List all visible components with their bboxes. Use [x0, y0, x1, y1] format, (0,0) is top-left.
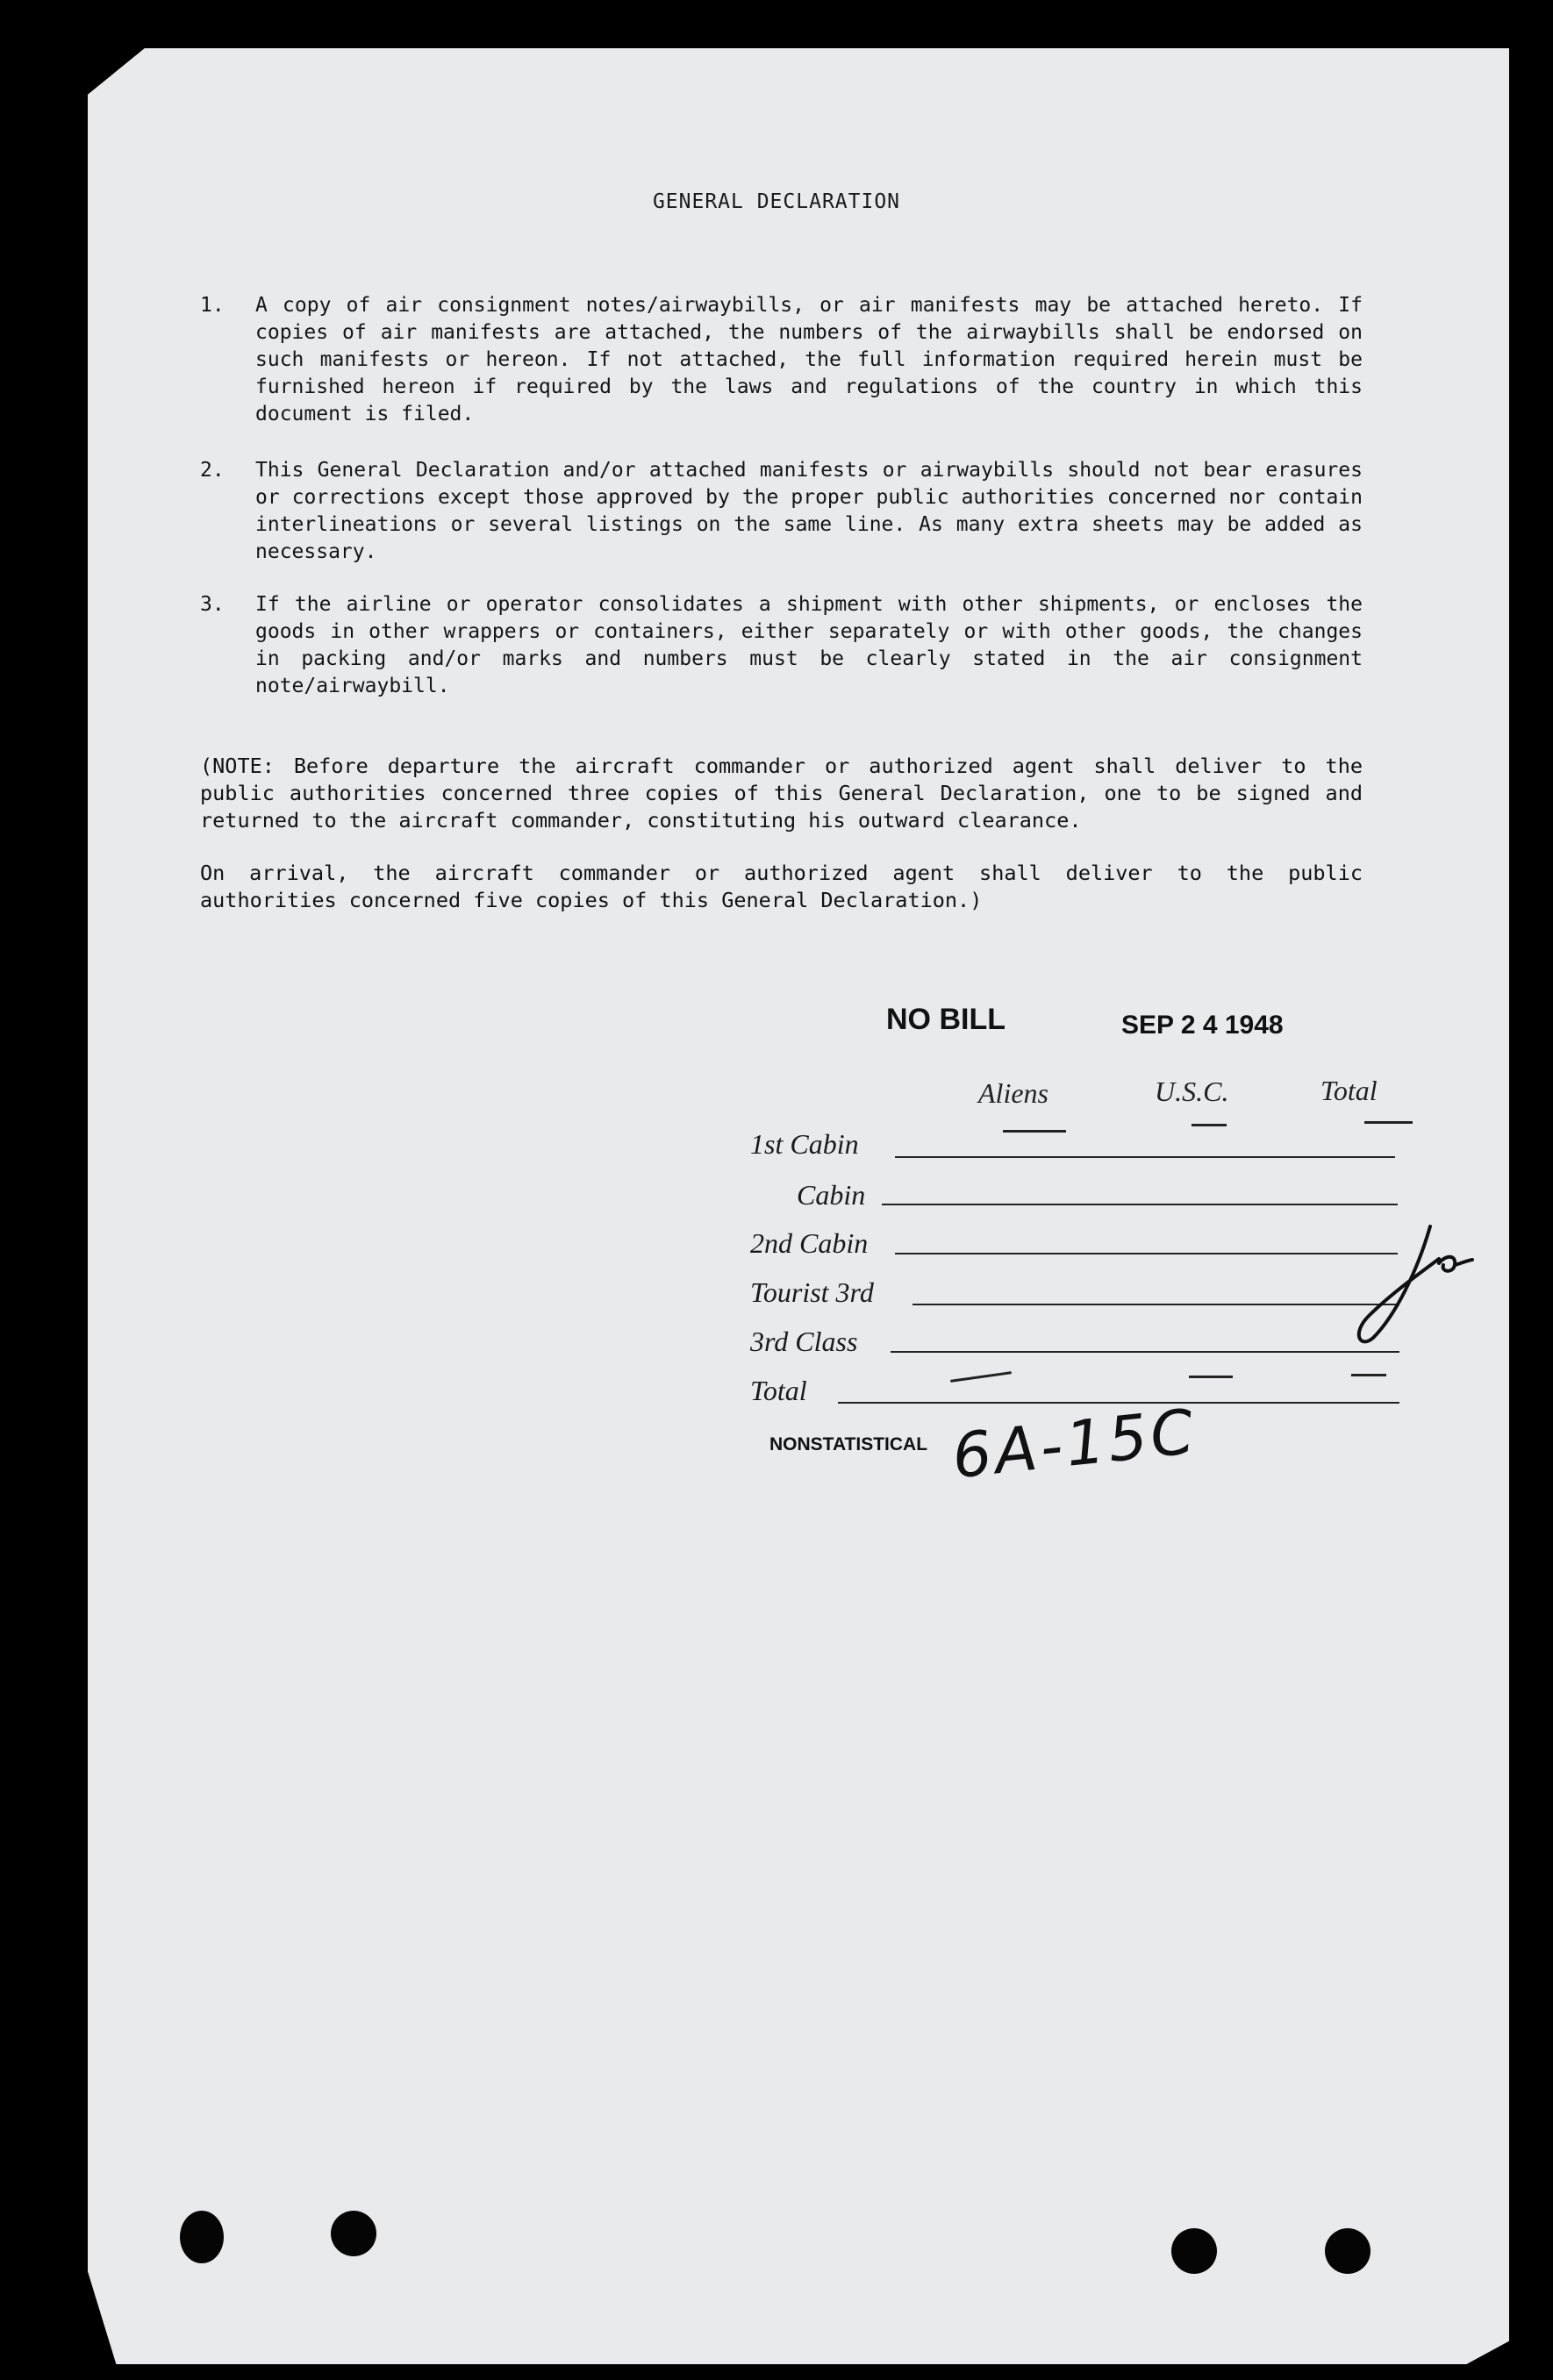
dash-mark [1364, 1121, 1413, 1124]
item-text: A copy of air consignment notes/airwaybills, or air manifests may be attached hereto. If copies of air manifests are attached, the numbers of the airwaybills shall be endorsed on such manifests or hereon. If not attached, the full information required herein must be furnished hereon if required by the laws and regulations of the country in which this document is filed. [255, 294, 1363, 425]
document-title: GENERAL DECLARATION [652, 190, 901, 213]
dash-mark [1192, 1124, 1227, 1126]
row-line [895, 1253, 1398, 1254]
column-header-total: Total [1320, 1075, 1378, 1106]
row-line [912, 1304, 1399, 1305]
instruction-item-1 [200, 292, 1367, 432]
note-arrival: On arrival, the aircraft commander or authorized agent shall deliver to the public authorities concerned five copies of this General Declaration.) [200, 861, 1363, 912]
punch-hole [180, 2211, 224, 2263]
column-header-aliens: Aliens [978, 1077, 1048, 1109]
dash-mark [1003, 1130, 1066, 1133]
handwritten-initials-mark [1342, 1219, 1474, 1351]
column-header-usc: U.S.C. [1155, 1076, 1229, 1107]
row-label-1st-cabin: 1st Cabin [750, 1128, 859, 1160]
date-stamp: SEP 2 4 1948 [1121, 1011, 1284, 1040]
row-line [882, 1204, 1398, 1205]
punch-hole [1171, 2228, 1217, 2274]
nonstatistical-stamp: NONSTATISTICAL [769, 1434, 928, 1454]
no-bill-stamp: NO BILL [886, 1003, 1006, 1036]
item-text: This General Declaration and/or attached manifests or airwaybills should not bear erasures or corrections except those approved by the proper public authorities concerned nor contain interlineations or several listings on the same line. As many extra sheets may be added as necessary. [255, 459, 1363, 563]
row-label-cabin: Cabin [797, 1179, 866, 1211]
handwritten-code: 6A-15C [948, 1395, 1201, 1493]
dash-mark [1189, 1376, 1233, 1378]
punch-hole [331, 2211, 376, 2256]
row-line [895, 1156, 1395, 1158]
row-label-tourist-3rd: Tourist 3rd [750, 1276, 874, 1308]
instruction-item-2 [200, 457, 1367, 571]
row-label-3rd-class: 3rd Class [750, 1326, 858, 1357]
row-label-total: Total [750, 1375, 807, 1406]
row-label-2nd-cabin: 2nd Cabin [750, 1227, 869, 1259]
punch-hole [1325, 2228, 1371, 2274]
item-text: If the airline or operator consolidates a shipment with other shipments, or encloses the goods in other wrappers or containers, either separately or with other goods, the changes in packing and/or marks and numbers must be clearly stated in the air consignment note/airwaybill. [255, 593, 1363, 697]
note-departure: (NOTE: Before departure the aircraft commander or authorized agent shall deliver to the public authorities concerned three copies of this General Declaration, one to be signed and returned to the aircraft commander, constituting his outward clearance. [200, 754, 1363, 833]
row-line [891, 1351, 1399, 1353]
item-number: 1. [200, 294, 225, 317]
item-number: 2. [200, 459, 225, 482]
item-number: 3. [200, 593, 225, 616]
dash-mark [1351, 1374, 1386, 1376]
instruction-item-3 [200, 591, 1367, 705]
